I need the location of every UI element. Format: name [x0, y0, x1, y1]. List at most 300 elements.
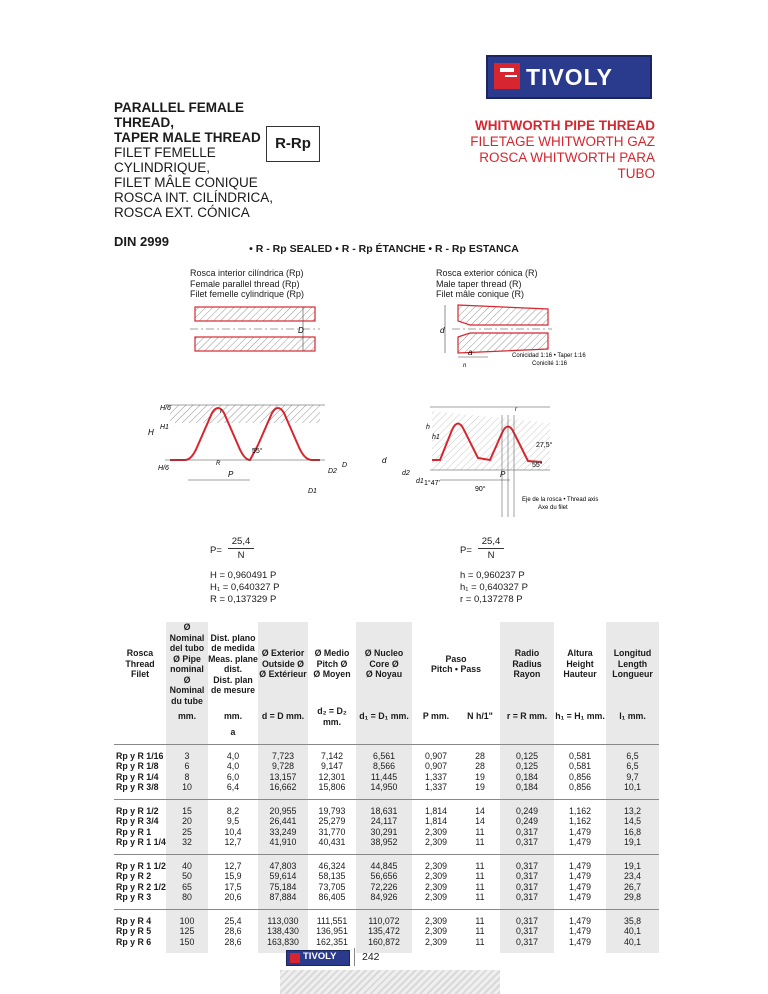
- unit-cell: d₁ = D₁ mm.: [356, 706, 412, 727]
- value-cell: 1,479: [568, 826, 591, 837]
- value-cell: 50: [166, 871, 208, 882]
- value-cell: 40: [166, 854, 208, 871]
- value-cell: 10,4: [224, 826, 242, 837]
- unit-cell: [114, 727, 166, 744]
- radius-r-label-left: r: [220, 409, 222, 415]
- value-cell: 7,142: [308, 744, 356, 761]
- caption-line: Rosca exterior cónica (R): [436, 268, 538, 278]
- formula-p-label: P=: [210, 545, 222, 556]
- value-cell: 0,184: [500, 772, 554, 783]
- male-pipe-drawing: [440, 305, 586, 369]
- table-unit-a-row: [114, 727, 659, 744]
- thread-size-cell: Rp y R 1 1/4: [116, 837, 166, 847]
- value-cell: 40,1: [606, 926, 659, 937]
- value-cell: 8,2: [208, 799, 258, 816]
- value-cell: 1,814: [424, 816, 447, 826]
- pitch-P-label-male: P: [500, 470, 506, 479]
- diameter-d-label-profile: d: [382, 456, 387, 465]
- height-H1-label: H1: [160, 424, 169, 431]
- axis-note-1: Eje de la rosca • Thread axis: [522, 497, 599, 503]
- value-cell: 16,662: [258, 782, 308, 799]
- header-text: Rosca: [126, 648, 154, 659]
- value-cell: 0,317: [500, 926, 554, 937]
- table-row: [114, 882, 659, 893]
- value-cell: 1,479: [568, 926, 591, 936]
- value-cell: 0,317: [500, 937, 554, 954]
- footer-logo: [286, 950, 350, 966]
- table-row: [114, 816, 659, 827]
- header-text: Dist. plan: [213, 674, 253, 685]
- table-unit-row: [114, 706, 659, 727]
- value-cell: 35,8: [606, 909, 659, 926]
- value-cell: 17,5: [224, 881, 242, 892]
- thread-size-cell: Rp y R 3: [116, 892, 152, 902]
- header-text: Paso: [445, 653, 467, 664]
- value-cell: 1,479: [568, 892, 591, 902]
- value-cell: 38,952: [356, 837, 412, 854]
- value-cell: 15,9: [224, 871, 242, 881]
- value-cell: 6,561: [356, 744, 412, 761]
- title-line: FILET FEMELLE: [114, 145, 216, 160]
- value-cell: 11: [475, 826, 485, 837]
- value-cell: 32: [166, 837, 208, 854]
- formula-line: r = 0,137278 P: [460, 594, 523, 605]
- header-text: Meas. plane: [208, 653, 258, 664]
- male-thread-profile: [382, 407, 598, 517]
- header-text: Filet: [130, 669, 150, 680]
- subtitle: • R - Rp SEALED • R - Rp ÉTANCHE • R - Rp ESTANCA: [249, 243, 519, 255]
- value-cell: 7,723: [258, 744, 308, 761]
- caption-line: Filet mâle conique (R): [436, 289, 525, 299]
- header-text: Ø Nominal: [169, 674, 205, 695]
- title-left: [114, 100, 274, 220]
- value-cell: 0,317: [500, 892, 554, 909]
- value-cell: 40,431: [318, 837, 346, 847]
- value-cell: 1,479: [568, 837, 591, 847]
- header-text: Radius: [512, 658, 542, 669]
- dimension-a-label: a: [468, 348, 473, 357]
- thread-size-cell: Rp y R 3/4: [116, 816, 159, 826]
- value-cell: 47,803: [258, 854, 308, 871]
- value-cell: 11: [475, 837, 485, 847]
- value-cell: 0,317: [500, 837, 554, 854]
- height-H6-label-bottom: H/6: [158, 465, 169, 472]
- value-cell: 0,317: [500, 871, 554, 882]
- header-text: Ø Extérieur: [259, 669, 307, 680]
- table-header-row: [114, 622, 659, 706]
- thread-size-cell: Rp y R 1/4: [116, 771, 159, 782]
- thread-size-cell: Rp y R 4: [114, 909, 166, 926]
- table-row: [114, 909, 659, 926]
- value-cell: 135,472: [356, 926, 412, 937]
- formula-line: h = 0,960237 P: [460, 570, 525, 581]
- title-right-main: WHITWORTH PIPE THREAD: [475, 118, 655, 133]
- value-cell: 6,4: [226, 782, 240, 792]
- angle-90-label: 90°: [475, 486, 486, 493]
- value-cell: 80: [166, 892, 208, 909]
- height-h1-label: h1: [432, 434, 440, 441]
- value-cell: 6: [166, 761, 208, 772]
- diameter-D1-label: D1: [308, 488, 317, 495]
- female-thread-profile: [148, 405, 347, 495]
- value-cell: 29,8: [606, 892, 659, 909]
- value-cell: 163,830: [258, 937, 308, 954]
- value-cell: 113,030: [258, 909, 308, 926]
- value-cell: 0,249: [500, 816, 554, 827]
- header-pitch: [412, 622, 500, 706]
- unit-cell: l₁ mm.: [606, 706, 659, 727]
- header-text: de mesure: [210, 685, 255, 695]
- caption-line: Female parallel thread (Rp): [190, 278, 300, 289]
- dimension-n-label: n: [463, 363, 467, 369]
- header-text: Length: [617, 658, 648, 669]
- value-cell: 14,950: [356, 782, 412, 799]
- thread-size-cell: Rp y R 1 1/2: [114, 854, 166, 871]
- header-radius: [500, 622, 554, 706]
- header-text: Ø Nucleo: [364, 648, 404, 659]
- title-line: PARALLEL FEMALE: [114, 100, 244, 115]
- header-text: Pitch Ø: [316, 658, 348, 669]
- value-cell: 25: [166, 827, 208, 838]
- unit-cell: [356, 727, 412, 744]
- caption-line: Male taper thread (R): [436, 278, 522, 289]
- height-H6-label-top: H/6: [160, 405, 171, 412]
- value-cell: 28: [475, 761, 485, 771]
- value-cell: 33,249: [258, 827, 308, 838]
- header-text: Ø Exterior: [261, 648, 305, 659]
- header-text: Outside Ø: [261, 658, 305, 669]
- angle-147-label: 1°47': [424, 480, 440, 487]
- value-cell: 40,1: [606, 937, 659, 954]
- header-text: Core Ø: [369, 658, 399, 669]
- value-cell: 11: [475, 936, 485, 947]
- header-plane: [208, 622, 258, 706]
- value-cell: 84,926: [356, 892, 412, 909]
- header-text: Height: [566, 658, 594, 669]
- unit-cell: [114, 706, 166, 727]
- value-cell: 0,184: [500, 782, 554, 799]
- formula-line: H₁ = 0,640327 P: [210, 582, 280, 593]
- value-cell: 26,441: [258, 816, 308, 827]
- formula-line: R = 0,137329 P: [210, 594, 277, 605]
- header-height: [554, 622, 606, 706]
- value-cell: 1,479: [568, 936, 591, 947]
- value-cell: 2,309: [424, 826, 447, 837]
- value-cell: 44,845: [356, 854, 412, 871]
- header-text: Ø Medio: [314, 648, 350, 659]
- caption-line: Filet femelle cylindrique (Rp): [190, 289, 305, 299]
- value-cell: 28,6: [224, 936, 242, 947]
- value-cell: 0,249: [500, 799, 554, 816]
- value-cell: 14: [475, 816, 485, 826]
- value-cell: 19,793: [308, 799, 356, 816]
- value-cell: 111,551: [308, 909, 356, 926]
- female-pipe-drawing: [190, 307, 320, 351]
- footer-brand-mark-icon: [290, 953, 300, 963]
- thread-size-cell: Rp y R 6: [116, 936, 152, 947]
- title-right: [440, 118, 655, 182]
- value-cell: 86,405: [318, 892, 346, 902]
- title-right-line: ROSCA WHITWORTH PARA TUBO: [479, 150, 655, 181]
- value-cell: 11,445: [356, 772, 412, 783]
- value-cell: 87,884: [258, 892, 308, 909]
- unit-cell: d₂ = D₂ mm.: [317, 706, 347, 727]
- value-cell: 110,072: [356, 909, 412, 926]
- footer-brand-name: TIVOLY: [303, 951, 337, 962]
- height-H-label: H: [148, 428, 154, 437]
- value-cell: 24,117: [356, 816, 412, 827]
- table-row: [114, 854, 659, 871]
- value-cell: 28: [460, 744, 500, 761]
- diameter-D-label-profile: D: [342, 462, 348, 469]
- value-cell: 1,479: [568, 881, 591, 892]
- diameter-d1-label: d1: [416, 478, 424, 485]
- value-cell: 6,0: [226, 771, 240, 782]
- value-cell: 0,581: [554, 744, 606, 761]
- header-text: dist.: [223, 664, 243, 674]
- taper-note-2: Conicité 1:16: [532, 361, 568, 367]
- title-right-line: FILETAGE WHITWORTH GAZ: [470, 134, 655, 149]
- value-cell: 100: [166, 909, 208, 926]
- pitch-P-label: P: [228, 470, 234, 479]
- unit-cell: [258, 727, 308, 744]
- value-cell: 2,309: [424, 837, 447, 847]
- value-cell: 20,955: [258, 799, 308, 816]
- thread-size-cell: Rp y R 2: [116, 871, 152, 881]
- value-cell: 11: [460, 854, 500, 871]
- header-text: du tube: [171, 695, 203, 706]
- brand-logo: [486, 55, 652, 99]
- value-cell: 20: [166, 816, 208, 827]
- value-cell: 0,581: [568, 761, 591, 771]
- value-cell: 6,5: [606, 744, 659, 761]
- value-cell: 0,125: [500, 744, 554, 761]
- header-text: Longueur: [612, 669, 653, 680]
- value-cell: 1,479: [568, 871, 591, 881]
- angle-275-label: 27,5°: [536, 442, 553, 449]
- value-cell: 25,279: [318, 816, 346, 826]
- value-cell: 4,0: [208, 744, 258, 761]
- unit-cell: [460, 727, 500, 744]
- value-cell: 41,910: [258, 837, 308, 854]
- formula-p-num: 25,4: [478, 536, 504, 549]
- footer-pattern: [280, 970, 500, 994]
- value-cell: 11: [475, 881, 485, 892]
- value-cell: 0,856: [568, 782, 591, 792]
- unit-cell: h₁ = H₁ mm.: [555, 711, 605, 722]
- unit-cell: [606, 727, 659, 744]
- table-row: [114, 837, 659, 854]
- value-cell: 6,5: [606, 761, 659, 772]
- value-cell: 0,317: [500, 882, 554, 893]
- thread-size-cell: Rp y R 1: [116, 826, 152, 837]
- unit-cell: [412, 727, 460, 744]
- value-cell: 0,317: [500, 827, 554, 838]
- thread-spec-table: [114, 622, 659, 953]
- value-cell: 162,351: [316, 936, 348, 947]
- header-pitch-diameter: [308, 622, 356, 706]
- value-cell: 59,614: [258, 871, 308, 882]
- value-cell: 19: [475, 771, 485, 782]
- header-nominal: [166, 622, 208, 706]
- header-text: del tubo: [169, 643, 205, 653]
- header-text: Pitch • Pass: [430, 664, 482, 674]
- value-cell: 12,301: [318, 771, 346, 782]
- header-text: Ø Nominal: [169, 622, 205, 643]
- value-cell: 0,125: [500, 761, 554, 772]
- thread-size-cell: Rp y R 1/8: [116, 761, 159, 771]
- value-cell: 11: [475, 892, 485, 902]
- value-cell: 15: [166, 799, 208, 816]
- thread-diagram: [140, 295, 599, 525]
- value-cell: 2,309: [424, 871, 447, 881]
- unit-a-cell: a: [230, 727, 236, 737]
- page-number: 242: [362, 951, 380, 963]
- brand-name: TIVOLY: [526, 64, 613, 90]
- header-text: Radio: [514, 648, 540, 659]
- value-cell: 11: [475, 926, 485, 936]
- unit-cell: mm.: [166, 706, 208, 727]
- value-cell: 0,317: [500, 909, 554, 926]
- formula-left: [210, 536, 280, 606]
- value-cell: 150: [166, 937, 208, 954]
- angle-55-left: 55°: [252, 448, 263, 455]
- value-cell: 0,907: [412, 744, 460, 761]
- formula-p-num: 25,4: [228, 536, 254, 549]
- value-cell: 4,0: [226, 761, 240, 771]
- value-cell: 0,856: [568, 771, 591, 782]
- table-row: [114, 761, 659, 772]
- title-line: ROSCA INT. CILÍNDRICA,: [114, 190, 274, 205]
- diameter-d2-label: d2: [402, 470, 410, 477]
- header-text: Longitud: [613, 648, 652, 659]
- thread-size-cell: Rp y R 3/8: [116, 782, 159, 792]
- formula-p-label: P=: [460, 545, 472, 556]
- value-cell: 72,226: [356, 882, 412, 893]
- table-row: [114, 772, 659, 783]
- value-cell: 56,656: [356, 871, 412, 882]
- value-cell: 10: [166, 782, 208, 799]
- value-cell: 2,309: [424, 926, 447, 936]
- value-cell: 3: [166, 744, 208, 761]
- diameter-d-label: d: [440, 326, 445, 335]
- formula-line: H = 0,960491 P: [210, 570, 277, 581]
- value-cell: 16,8: [606, 827, 659, 838]
- header-text: de medida: [211, 643, 255, 653]
- axis-note-2: Axe du filet: [538, 505, 568, 511]
- unit-cell: [500, 727, 554, 744]
- value-cell: 2,309: [412, 909, 460, 926]
- unit-cell: N h/1": [467, 711, 493, 722]
- value-cell: 1,337: [424, 771, 447, 782]
- table-row: [114, 827, 659, 838]
- standard-label: DIN 2999: [114, 234, 169, 249]
- value-cell: 1,162: [568, 816, 591, 826]
- header-text: Thread: [125, 658, 155, 669]
- title-line: ROSCA EXT. CÓNICA: [114, 205, 250, 220]
- value-cell: 13,157: [258, 772, 308, 783]
- unit-cell: mm.: [223, 711, 243, 722]
- thread-size-cell: Rp y R 1/16: [114, 744, 166, 761]
- thread-size-cell: Rp y R 2 1/2: [116, 881, 166, 892]
- title-line: TAPER MALE THREAD: [114, 130, 261, 145]
- angle-55-right: 55°: [532, 462, 543, 469]
- value-cell: 12,7: [208, 854, 258, 871]
- title-line: FILET MÂLE CONIQUE: [114, 175, 258, 190]
- value-cell: 1,479: [554, 909, 606, 926]
- title-line: THREAD,: [114, 115, 174, 130]
- value-cell: 18,631: [356, 799, 412, 816]
- value-cell: 11: [475, 871, 485, 881]
- value-cell: 8,566: [356, 761, 412, 772]
- value-cell: 2,309: [424, 892, 447, 902]
- unit-cell: P mm.: [422, 711, 450, 722]
- header-text: Ø Moyen: [313, 669, 351, 680]
- table-row: [114, 926, 659, 937]
- header-text: Rayon: [513, 669, 541, 680]
- value-cell: 10,1: [606, 782, 659, 799]
- table-body: [114, 744, 659, 953]
- formula-right: [460, 536, 528, 606]
- value-cell: 65: [166, 882, 208, 893]
- header-text: Hauteur: [563, 669, 597, 680]
- value-cell: 9,147: [320, 761, 343, 771]
- value-cell: 23,4: [606, 871, 659, 882]
- value-cell: 1,814: [412, 799, 460, 816]
- formula-p-den: N: [237, 550, 245, 561]
- radius-R-label: R: [216, 461, 221, 467]
- header-text: Ø Pipe: [173, 653, 201, 664]
- diameter-D-label: D: [298, 326, 304, 335]
- value-cell: 8: [166, 772, 208, 783]
- value-cell: 0,317: [500, 854, 554, 871]
- caption-line: Rosca interior cilíndrica (Rp): [190, 268, 304, 278]
- value-cell: 136,951: [316, 926, 348, 936]
- value-cell: 2,309: [424, 881, 447, 892]
- value-cell: 73,705: [318, 881, 346, 892]
- value-cell: 25,4: [208, 909, 258, 926]
- value-cell: 160,872: [356, 937, 412, 954]
- diameter-D2-label: D2: [328, 468, 337, 475]
- table-row: [114, 782, 659, 799]
- value-cell: 75,184: [258, 882, 308, 893]
- table-row: [114, 937, 659, 954]
- value-cell: 14,5: [606, 816, 659, 827]
- table-row: [114, 871, 659, 882]
- value-cell: 58,135: [318, 871, 346, 881]
- value-cell: 11: [460, 909, 500, 926]
- value-cell: 2,309: [424, 936, 447, 947]
- header-length: [606, 622, 659, 706]
- value-cell: 12,7: [224, 837, 242, 847]
- value-cell: 9,7: [606, 772, 659, 783]
- header-text: Ø Noyau: [365, 669, 403, 680]
- value-cell: 20,6: [224, 892, 242, 902]
- unit-cell: [166, 727, 208, 744]
- table-row: [114, 892, 659, 909]
- value-cell: 15,806: [318, 782, 346, 792]
- value-cell: 26,7: [606, 882, 659, 893]
- value-cell: 1,337: [424, 782, 447, 792]
- value-cell: 19,1: [606, 854, 659, 871]
- unit-cell: [554, 727, 606, 744]
- brand-mark-icon: [494, 63, 520, 89]
- header-thread: [114, 622, 166, 706]
- value-cell: 1,479: [554, 854, 606, 871]
- thread-size-cell: Rp y R 1/2: [114, 799, 166, 816]
- value-cell: 0,907: [424, 761, 447, 771]
- header-outside: [258, 622, 308, 706]
